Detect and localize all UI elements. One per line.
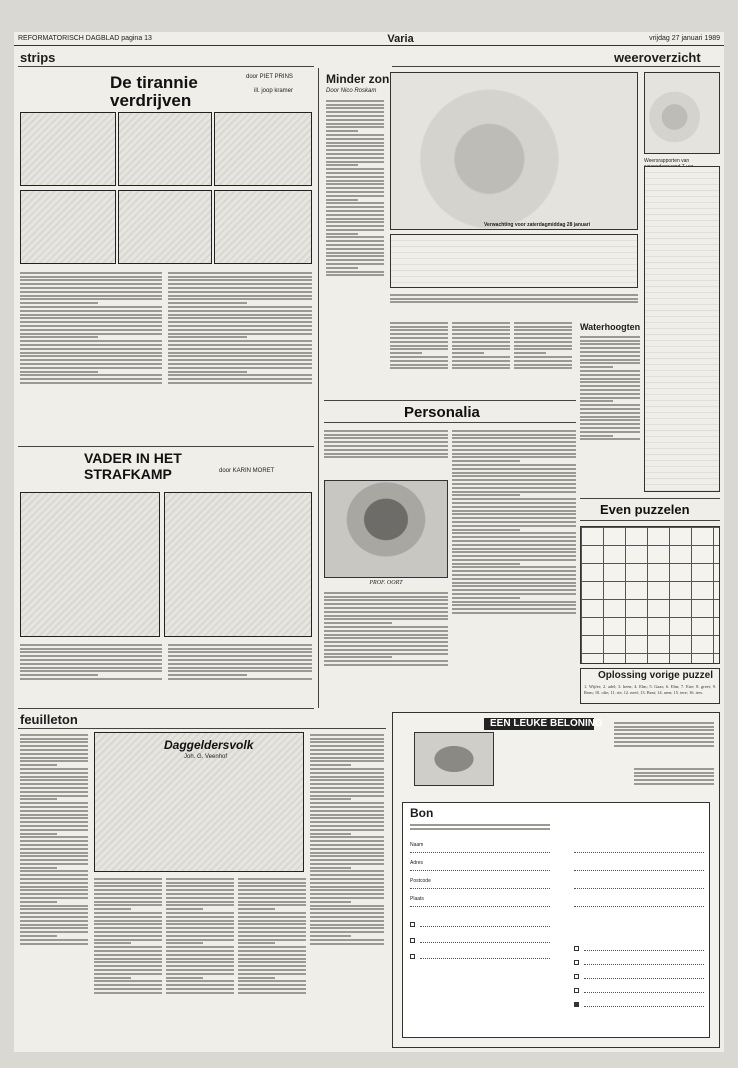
waterhoogten-text	[580, 334, 640, 494]
minder-zon-text-4	[514, 320, 572, 396]
strip1-text-a	[20, 270, 162, 440]
strip2-panel-2	[164, 492, 312, 637]
strip1-panel-2	[118, 112, 212, 186]
strip2-panel-1	[20, 492, 160, 637]
newspaper-page	[14, 32, 724, 1052]
page-header	[14, 32, 724, 46]
feuilleton-text-3	[166, 876, 234, 1050]
ad-intro-text	[614, 720, 714, 760]
minder-zon-text-3	[452, 320, 510, 396]
strip1-title: De tirannie verdrijven	[110, 73, 198, 110]
strip2-author: door KARIN MORET	[219, 468, 275, 474]
ad-list	[634, 766, 714, 794]
personalia-text-1	[324, 428, 448, 476]
strip1-illustrator: ill. joop kramer	[254, 88, 294, 94]
puzzle-solution-text: 1. Wijfer; 2. adel; 3. heen; 4. Elm; 5. Gaas; 6. Elm; 7. Eire; 8. greet; 9. Rom; 10. olie; 11. rie; 12. neef; 13. Beat; 14. aren; 15. tere; 16. tres.	[584, 684, 716, 695]
crossword-grid	[580, 526, 720, 664]
weather-table-title: Weersrapporten van	[644, 158, 690, 164]
feuilleton-story-title: Daggeldersvolk	[164, 738, 254, 752]
strip2-text-a	[20, 642, 162, 702]
option-checkbox-1[interactable]	[410, 922, 415, 927]
form-name-field[interactable]	[410, 852, 550, 853]
form-intro	[410, 822, 550, 838]
form-place-field[interactable]	[410, 906, 550, 907]
option-checkbox-3[interactable]	[410, 954, 415, 959]
weather-map-caption: Verwachting voor zaterdagmiddag 28 januari	[484, 222, 591, 228]
forecast-table	[390, 234, 638, 288]
paper-name: REFORMATORISCH DAGBLAD pagina 13	[18, 35, 152, 42]
gift-checkbox-2[interactable]	[574, 960, 579, 965]
weather-reports-table	[644, 166, 720, 492]
minder-zon-author: Door Nico Roskam	[326, 88, 377, 94]
personalia-text-2	[324, 590, 448, 704]
gift-checkbox-5[interactable]	[574, 1002, 579, 1007]
gift-checkbox-3[interactable]	[574, 974, 579, 979]
strip1-panel-5	[118, 190, 212, 264]
ad-title: EEN LEUKE BELONING	[490, 718, 603, 729]
strip2-title: VADER IN HET STRAFKAMP	[84, 450, 182, 482]
puzzle-solution-title: Oplossing vorige puzzel	[598, 670, 714, 681]
strip1-panel-1	[20, 112, 116, 186]
feuilleton-author: Joh. G. Veenhof	[184, 754, 228, 760]
recipient-name-field[interactable]	[574, 852, 704, 853]
minder-zon-text-1	[326, 98, 384, 366]
gift-checkbox-4[interactable]	[574, 988, 579, 993]
form-address-field[interactable]	[410, 870, 550, 871]
recipient-place-field[interactable]	[574, 906, 704, 907]
form-name-label: Naam	[410, 842, 424, 848]
strip1-panel-3	[214, 112, 312, 186]
netherlands-map	[644, 72, 720, 154]
strip1-panel-4	[20, 190, 116, 264]
forecast-notes	[390, 292, 638, 314]
strip1-text-b	[168, 270, 312, 440]
feuilleton-label: feuilleton	[20, 712, 78, 727]
strip1-author: door PIET PRINS	[246, 74, 293, 80]
form-address-label: Adres	[410, 860, 424, 866]
feuilleton-text-4	[238, 876, 306, 1050]
minder-zon-title: Minder zon	[326, 72, 390, 86]
waterhoogten-title: Waterhoogten	[580, 322, 641, 332]
feuilleton-illustration	[94, 732, 304, 872]
gift-checkbox-1[interactable]	[574, 946, 579, 951]
portrait-photo	[324, 480, 448, 578]
weather-label: weeroverzicht	[614, 50, 701, 65]
photo-caption: PROF. OORT	[369, 580, 403, 586]
strip1-panel-6	[214, 190, 312, 264]
feuilleton-text-1	[20, 732, 88, 1050]
feuilleton-text-5	[310, 732, 384, 1050]
form-place-label: Plaats	[410, 896, 424, 902]
minder-zon-text-2	[390, 320, 448, 396]
form-postcode-field[interactable]	[410, 888, 550, 889]
form-title: Bon	[410, 806, 434, 820]
feuilleton-text-2	[94, 876, 162, 1050]
form-postcode-label: Postcode	[410, 878, 431, 884]
issue-date: vrijdag 27 januari 1989	[649, 35, 720, 42]
strips-label: strips	[20, 50, 56, 65]
personalia-text-3	[452, 428, 576, 704]
ad-image	[414, 732, 494, 786]
recipient-postcode-field[interactable]	[574, 888, 704, 889]
strip2-text-b	[168, 642, 312, 702]
recipient-address-field[interactable]	[574, 870, 704, 871]
option-checkbox-2[interactable]	[410, 938, 415, 943]
weather-map	[390, 72, 638, 230]
section-title: Varia	[387, 32, 414, 45]
puzzle-label: Even puzzelen	[600, 502, 690, 517]
personalia-label: Personalia	[404, 404, 480, 421]
